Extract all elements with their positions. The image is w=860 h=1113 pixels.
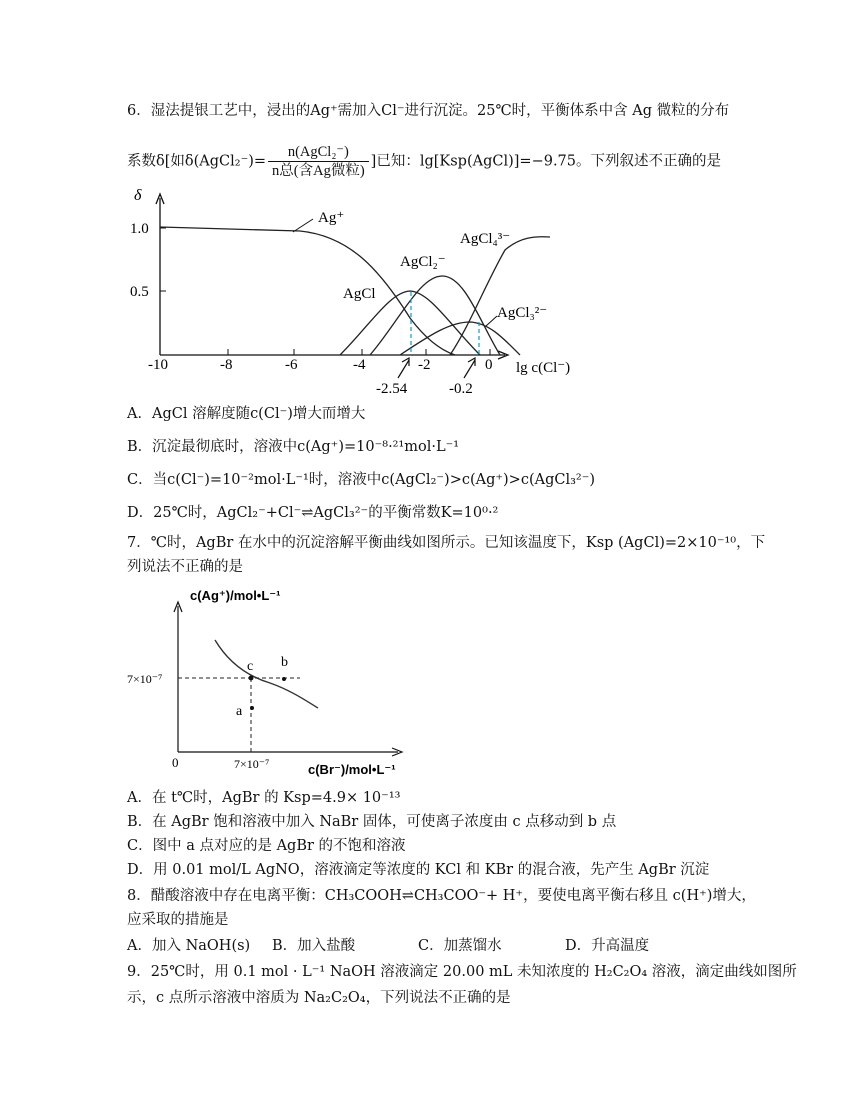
q7-origin: 0 (172, 755, 179, 770)
q8-stem-line2: 应采取的措施是 (127, 912, 229, 928)
q6-label-agcl: AgCl (343, 286, 376, 302)
q7-point-b (282, 677, 286, 681)
q6-ytick-label-05: 0.5 (130, 284, 149, 300)
q7-curve (215, 640, 318, 708)
q6-xtick-label-m2: -2 (418, 357, 431, 373)
q6-distribution-chart (120, 185, 600, 397)
fraction-numerator: n(AgCl₂⁻) (268, 143, 369, 162)
q6-label-leader-agcl3 (486, 316, 497, 326)
q7-option-c: C．图中 a 点对应的是 AgBr 的不饱和溶液 (127, 838, 406, 854)
q6-stem-line2 (127, 143, 721, 180)
fraction-denominator: n总(含Ag微粒) (272, 163, 365, 179)
q7-point-c (249, 676, 254, 681)
q6-label-agcl2: AgCl₂⁻ (400, 254, 446, 270)
q7-option-a: A．在 t℃时，AgBr 的 Ksp=4.9× 10⁻¹³ (127, 790, 401, 806)
q7-yvalue: 7×10⁻⁷ (127, 672, 163, 686)
delta-fraction (268, 143, 369, 180)
q7-solubility-chart (120, 580, 420, 780)
q6-ytick-label-1: 1.0 (130, 221, 149, 237)
q6-option-b: B．沉淀最彻底时，溶液中c(Ag⁺)=10⁻⁸·²¹mol·L⁻¹ (127, 439, 460, 455)
q9-stem-line1: 9．25℃时，用 0.1 mol · L⁻¹ NaOH 溶液滴定 20.00 mL 未知浓度的 H₂C₂O₄ 溶液，滴定曲线如图所 (127, 964, 797, 980)
q6-arrow-m02 (464, 360, 475, 378)
q6-xtick-label-m6: -6 (285, 357, 298, 373)
q6-label-leader-ag (293, 219, 313, 232)
q6-stem-post: ]已知：lg[Ksp(AgCl)]=−9.75。下列叙述不正确的是 (370, 153, 722, 170)
q8-option-c: C．加蒸馏水 (418, 938, 502, 954)
q7-xvalue: 7×10⁻⁷ (234, 757, 270, 771)
q6-xtick-label-0: 0 (485, 357, 493, 373)
q7-ylabel: c(Ag⁺)/mol•L⁻¹ (190, 588, 281, 603)
q6-arrow-m254 (398, 360, 409, 378)
q6-option-a: A．AgCl 溶解度随c(Cl⁻)增大而增大 (127, 406, 366, 422)
q6-ylabel: δ (134, 187, 142, 204)
q7-label-a: a (236, 704, 243, 719)
q7-stem-line1: 7．℃时，AgBr 在水中的沉淀溶解平衡曲线如图所示。已知该温度下，Ksp (AgCl)=2×10⁻¹⁰，下 (127, 535, 766, 551)
q6-xlabel: lg c(Cl⁻) (516, 360, 571, 376)
q8-option-a: A．加入 NaOH(s) (127, 938, 251, 954)
q7-stem-line2: 列说法不正确的是 (127, 559, 243, 575)
q6-option-d: D．25℃时，AgCl₂⁻+Cl⁻⇌AgCl₃²⁻的平衡常数K=10⁰·² (127, 505, 499, 521)
q6-xtick-label-m8: -8 (220, 357, 233, 373)
q7-option-d: D．用 0.01 mol/L AgNO，溶液滴定等浓度的 KCl 和 KBr 的混合液，先产生 AgBr 沉淀 (127, 862, 710, 878)
q8-option-b: B．加入盐酸 (272, 938, 356, 954)
q8-option-d: D．升高温度 (565, 938, 650, 954)
q6-label-ag-plus: Ag⁺ (318, 210, 345, 226)
q6-xtick-label-m10: -10 (148, 357, 168, 373)
q8-stem-line1: 8．醋酸溶液中存在电离平衡：CH₃COOH⇌CH₃COO⁻+ H⁺，要使电离平衡右移且 c(H⁺)增大， (127, 888, 756, 904)
q6-mark-m02: -0.2 (449, 381, 473, 397)
q6-mark-m254: -2.54 (376, 381, 408, 397)
q7-point-a (250, 706, 254, 710)
q6-stem-pre: 系数δ[如δ(AgCl₂⁻)= (127, 153, 267, 170)
q6-label-agcl3: AgCl₃²⁻ (497, 305, 548, 321)
q6-stem-line1: 6．湿法提银工艺中，浸出的Ag⁺需加入Cl⁻进行沉淀。25℃时，平衡体系中含 Ag 微粒的分布 (127, 103, 730, 119)
q6-curve-agcl4 (450, 237, 550, 355)
q6-option-c: C．当c(Cl⁻)=10⁻²mol·L⁻¹时，溶液中c(AgCl₂⁻)>c(Ag⁺)>c(AgCl₃²⁻) (127, 472, 596, 488)
q7-label-b: b (281, 655, 288, 670)
q7-option-b: B．在 AgBr 饱和溶液中加入 NaBr 固体，可使离子浓度由 c 点移动到 b 点 (127, 814, 617, 830)
q9-stem-line2: 示，c 点所示溶液中溶质为 Na₂C₂O₄，下列说法不正确的是 (127, 990, 511, 1006)
q6-label-agcl4: AgCl₄³⁻ (460, 231, 511, 247)
q7-xlabel: c(Br⁻)/mol•L⁻¹ (308, 762, 396, 777)
q6-xtick-label-m4: -4 (353, 357, 366, 373)
q7-label-c: c (247, 659, 254, 674)
